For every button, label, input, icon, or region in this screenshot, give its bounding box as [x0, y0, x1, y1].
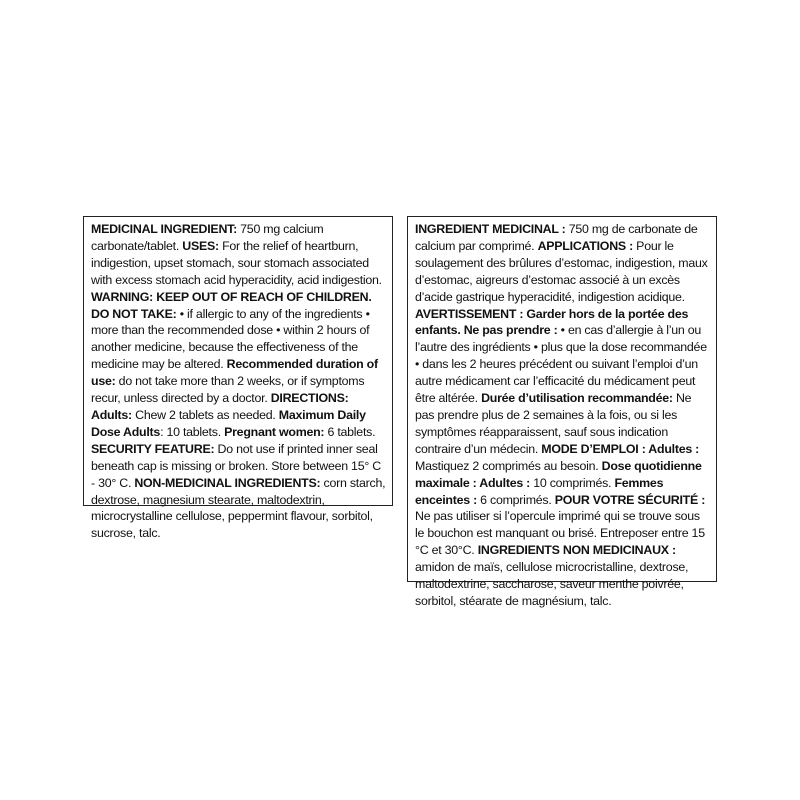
securite-text: Ne pas utiliser si l’opercule imprimé qui se trouve sous le bouchon est manquant ou brisé. Entreposer entre 15 °C et 30°C. — [415, 509, 705, 558]
directions-text: Chew 2 tablets as needed. — [131, 407, 279, 422]
medicinal-ingredient-heading: MEDICINAL INGREDIENT: — [91, 222, 237, 236]
ingredient-medicinal-heading: INGREDIENT MEDICINAL : — [415, 222, 566, 236]
femmes-enceintes-heading: Femmes enceintes : — [415, 475, 664, 507]
duration-text: do not take more than 2 weeks, or if symptoms recur, unless directed by a doctor. — [91, 374, 365, 406]
avertissement-heading: AVERTISSEMENT : Garder hors de la portée des enfants. Ne pas prendre : — [415, 306, 689, 338]
directions-heading: DIRECTIONS: Adults: — [91, 391, 349, 422]
duree-heading: Durée d’utilisation recommandée: — [481, 391, 673, 406]
avertissement-text: • en cas d’allergie à l’un ou l’autre des ingrédients • plus que la dose recommandée • dans les 2 heures précédent ou suivant l’emploi d’un autre médicament car l’efficacité du médicament peut être altérée. — [415, 323, 707, 406]
duration-heading: Recommended duration of use: — [91, 357, 378, 389]
dose-max-heading: Dose quotidienne maximale : Adultes : — [415, 458, 702, 490]
max-dose-heading: Maximum Daily Dose Adults — [91, 407, 366, 439]
non-medicinal-heading: NON-MEDICINAL INGREDIENTS: — [134, 475, 321, 490]
ingredient-medicinal-text: 750 mg de carbonate de calcium par comprimé. — [415, 222, 698, 253]
french-label-panel — [407, 216, 717, 608]
warning-heading: WARNING: KEEP OUT OF REACH OF CHILDREN. DO NOT TAKE: — [91, 289, 372, 321]
applications-text: Pour le soulagement des brûlures d’estomac, indigestion, maux d’estomac, aigreurs d’estomac associé à un excès d’acide gastrique hyperacidité, indigestion acidique. — [415, 238, 708, 304]
english-label-panel — [83, 216, 393, 541]
dose-max-text: 10 comprimés. — [530, 475, 615, 490]
warning-text: • if allergic to any of the ingredients • more than the recommended dose • within 2 hours of another medicine, because the effectiveness of the medicine may be altered. — [91, 306, 370, 372]
uses-heading: USES: — [182, 238, 219, 253]
non-medicinaux-text: amidon de maïs, cellulose microcristalline, dextrose, maltodextrine, saccharose, saveur menthe poivrée, sorbitol, stéarate de magnésium, talc. — [415, 560, 689, 608]
mode-emploi-text: Mastiquez 2 comprimés au besoin. — [415, 458, 602, 473]
duree-text: Ne pas prendre plus de 2 semaines à la fois, ou si les symptômes réapparaissent, sauf sous indication contraire d’un médecin. — [415, 391, 692, 456]
medicinal-ingredient-text: 750 mg calcium carbonate/tablet. — [91, 222, 324, 253]
security-text: Do not use if printed inner seal beneath cap is missing or broken. Store between 15° C - 30° C. — [91, 441, 381, 490]
pregnant-heading: Pregnant women: — [224, 424, 325, 439]
femmes-enceintes-text: 6 comprimés. — [476, 492, 555, 507]
mode-emploi-heading: MODE D’EMPLOI : Adultes : — [541, 441, 700, 456]
pregnant-text: 6 tablets. — [324, 424, 376, 439]
securite-heading: POUR VOTRE SÉCURITÉ : — [554, 492, 706, 507]
applications-heading: APPLICATIONS : — [537, 238, 633, 253]
max-dose-text: : 10 tablets. — [160, 424, 225, 439]
security-heading: SECURITY FEATURE: — [91, 441, 215, 456]
non-medicinaux-heading: INGREDIENTS NON MEDICINAUX : — [477, 543, 676, 558]
non-medicinal-text: corn starch, dextrose, magnesium stearate, maltodextrin, microcrystalline cellulose, peppermint flavour, sorbitol, sucrose, talc. — [91, 475, 386, 541]
uses-text: For the relief of heartburn, indigestion, upset stomach, sour stomach associated with excess stomach acid hyperacidity, acid indigestion. — [91, 238, 382, 287]
